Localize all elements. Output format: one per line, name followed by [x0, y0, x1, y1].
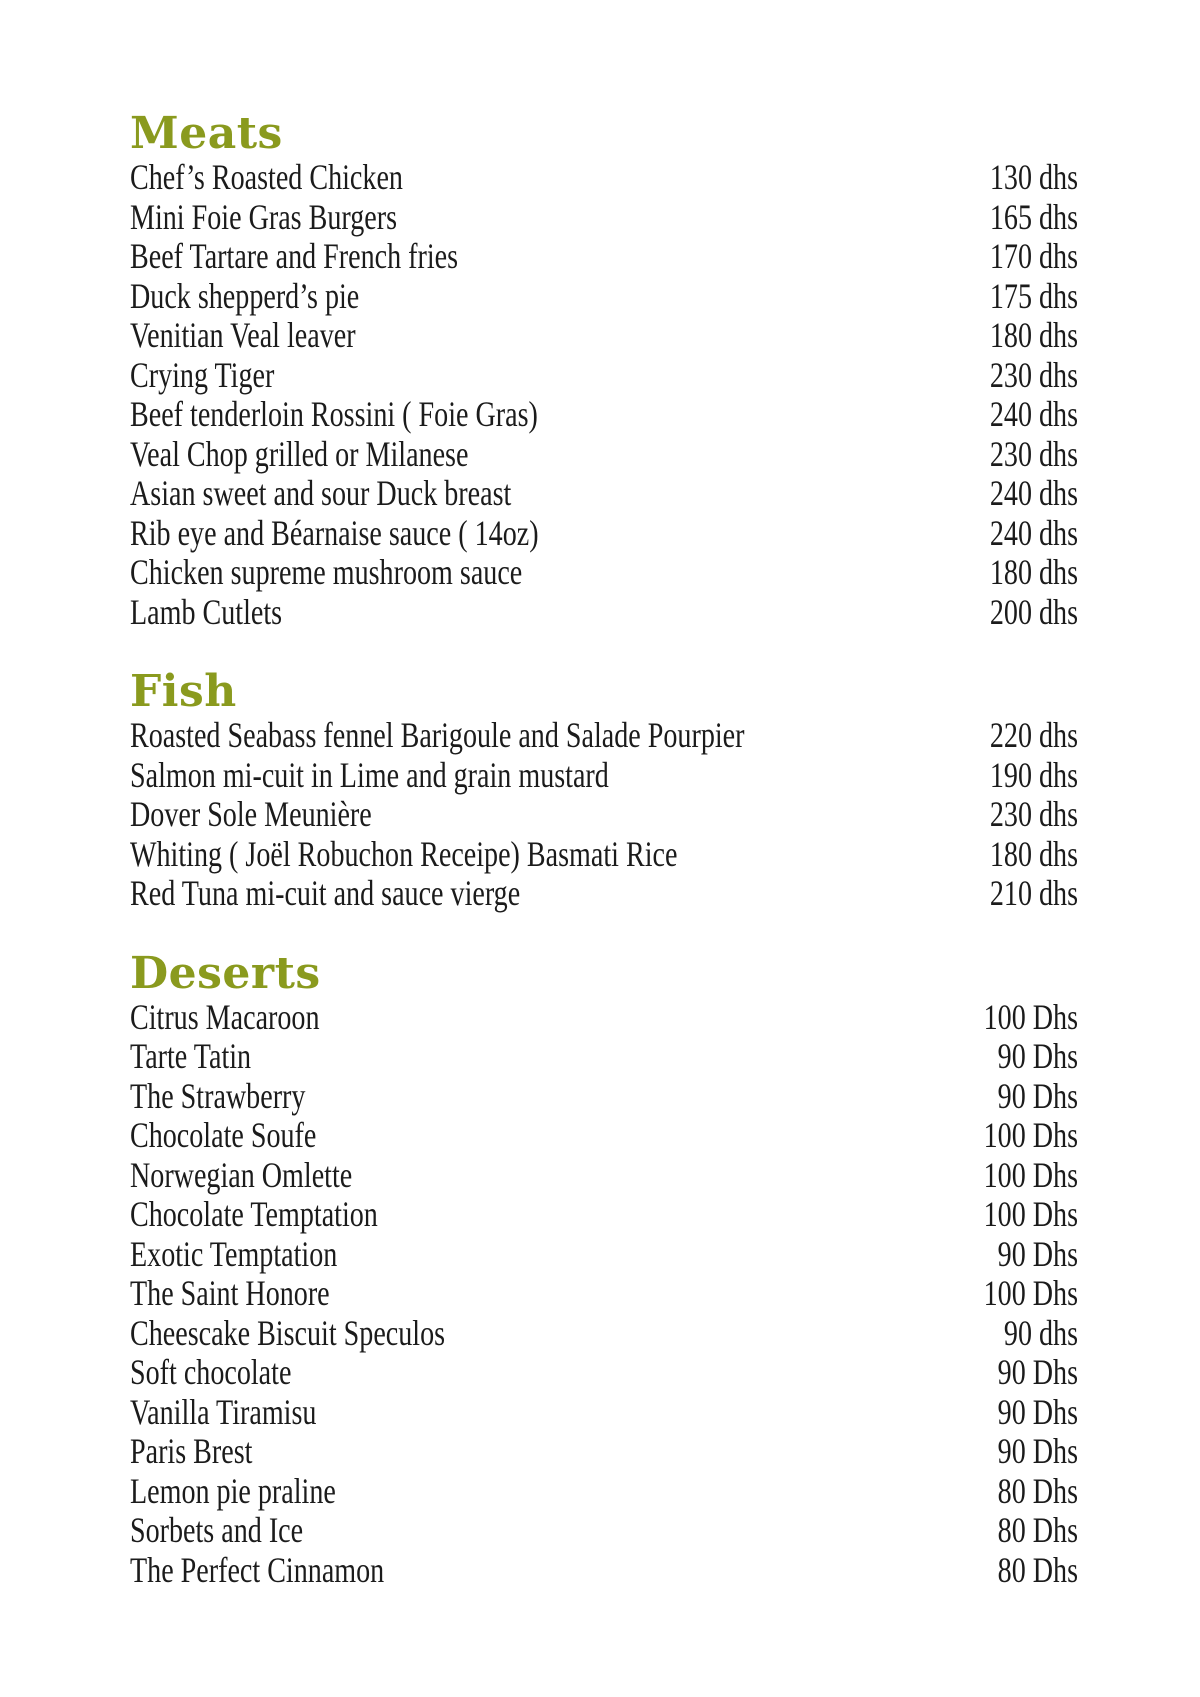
item-name: Beef tenderloin Rossini ( Foie Gras): [130, 394, 538, 434]
item-price: 100 Dhs: [983, 1273, 1078, 1313]
section-title: Deserts: [130, 947, 321, 999]
item-price: 100 Dhs: [983, 996, 1078, 1037]
menu-item: [130, 1472, 1078, 1512]
menu-page: [130, 110, 1078, 1590]
menu-item: [130, 1037, 1078, 1077]
menu-item: [130, 435, 1078, 475]
menu-item: [130, 795, 1078, 835]
item-price: 240 dhs: [989, 473, 1078, 513]
item-price: 180 dhs: [989, 552, 1078, 592]
menu-item: [130, 198, 1078, 238]
item-name: Whiting ( Joël Robuchon Receipe) Basmati Rice: [130, 833, 678, 874]
item-price: 230 dhs: [989, 354, 1078, 395]
menu-item: [130, 835, 1078, 875]
menu-item: [130, 158, 1078, 198]
item-price: 190 dhs: [989, 754, 1078, 795]
item-name: Rib eye and Béarnaise sauce ( 14oz): [130, 512, 539, 553]
menu-item: [130, 553, 1078, 593]
item-name: Lamb Cutlets: [130, 591, 283, 632]
item-price: 170 dhs: [989, 236, 1078, 276]
item-price: 90 Dhs: [997, 1391, 1078, 1432]
item-name: Sorbets and Ice: [130, 1510, 304, 1550]
item-price: 240 dhs: [989, 512, 1078, 553]
item-price: 230 dhs: [989, 794, 1078, 834]
menu-item: [130, 1077, 1078, 1117]
item-name: Beef Tartare and French fries: [130, 236, 459, 276]
item-name: Chocolate Temptation: [130, 1194, 378, 1234]
item-price: 90 Dhs: [997, 1036, 1078, 1076]
item-name: Crying Tiger: [130, 354, 275, 395]
item-list: [130, 158, 1078, 632]
menu-item: [130, 716, 1078, 756]
menu-item: [130, 1314, 1078, 1354]
item-price: 210 dhs: [989, 873, 1078, 913]
menu-item: [130, 1274, 1078, 1314]
item-price: 100 Dhs: [983, 1194, 1078, 1234]
item-name: Norwegian Omlette: [130, 1154, 353, 1195]
menu-item: [130, 514, 1078, 554]
menu-item: [130, 593, 1078, 633]
item-name: Mini Foie Gras Burgers: [130, 196, 398, 237]
section-fish: [130, 668, 1078, 914]
item-name: Cheescake Biscuit Speculos: [130, 1312, 446, 1353]
menu-item: [130, 356, 1078, 396]
menu-item: [130, 474, 1078, 514]
item-price: 100 Dhs: [983, 1154, 1078, 1195]
menu-item: [130, 756, 1078, 796]
menu-item: [130, 1156, 1078, 1196]
menu-item: [130, 316, 1078, 356]
item-list: [130, 998, 1078, 1591]
item-name: Veal Chop grilled or Milanese: [130, 433, 469, 474]
menu-item: [130, 1116, 1078, 1156]
menu-item: [130, 998, 1078, 1038]
item-price: 80 Dhs: [997, 1510, 1078, 1550]
menu-item: [130, 1235, 1078, 1275]
section-meats: [130, 110, 1078, 632]
item-name: Chocolate Soufe: [130, 1115, 317, 1155]
item-price: 90 Dhs: [997, 1075, 1078, 1116]
menu-item: [130, 874, 1078, 914]
section-title: Meats: [130, 108, 283, 159]
item-price: 90 Dhs: [997, 1233, 1078, 1274]
menu-item: [130, 1195, 1078, 1235]
item-name: Soft chocolate: [130, 1352, 292, 1392]
item-price: 130 dhs: [989, 157, 1078, 197]
item-name: Asian sweet and sour Duck breast: [130, 473, 512, 513]
item-name: The Perfect Cinnamon: [130, 1549, 385, 1590]
item-price: 80 Dhs: [997, 1470, 1078, 1511]
item-name: Salmon mi-cuit in Lime and grain mustard: [130, 754, 609, 795]
item-price: 175 dhs: [989, 275, 1078, 316]
section-title: Fish: [130, 666, 237, 717]
menu-item: [130, 1511, 1078, 1551]
item-price: 90 Dhs: [997, 1431, 1078, 1471]
section-deserts: [130, 947, 1078, 1591]
item-name: Tarte Tatin: [130, 1036, 252, 1076]
item-list: [130, 716, 1078, 914]
item-price: 90 dhs: [1003, 1312, 1078, 1353]
item-name: The Saint Honore: [130, 1273, 330, 1313]
item-name: Citrus Macaroon: [130, 996, 320, 1037]
menu-item: [130, 277, 1078, 317]
item-name: Duck shepperd’s pie: [130, 275, 360, 316]
menu-item: [130, 237, 1078, 277]
item-price: 80 Dhs: [997, 1549, 1078, 1590]
menu-item: [130, 1353, 1078, 1393]
item-price: 90 Dhs: [997, 1352, 1078, 1392]
menu-item: [130, 1551, 1078, 1591]
item-price: 180 dhs: [989, 833, 1078, 874]
item-name: Chef’s Roasted Chicken: [130, 157, 403, 197]
item-price: 100 Dhs: [983, 1115, 1078, 1155]
item-name: Lemon pie praline: [130, 1470, 336, 1511]
item-price: 165 dhs: [989, 196, 1078, 237]
item-price: 200 dhs: [989, 591, 1078, 632]
item-price: 230 dhs: [989, 433, 1078, 474]
menu-item: [130, 395, 1078, 435]
menu-item: [130, 1393, 1078, 1433]
menu-item: [130, 1432, 1078, 1472]
item-price: 180 dhs: [989, 315, 1078, 355]
item-name: Paris Brest: [130, 1431, 253, 1471]
item-name: The Strawberry: [130, 1075, 306, 1116]
item-name: Chicken supreme mushroom sauce: [130, 552, 523, 592]
item-name: Venitian Veal leaver: [130, 315, 356, 355]
item-name: Exotic Temptation: [130, 1233, 338, 1274]
item-name: Red Tuna mi-cuit and sauce vierge: [130, 873, 521, 913]
item-name: Vanilla Tiramisu: [130, 1391, 317, 1432]
item-price: 240 dhs: [989, 394, 1078, 434]
item-price: 220 dhs: [989, 715, 1078, 755]
item-name: Dover Sole Meunière: [130, 794, 372, 834]
item-name: Roasted Seabass fennel Barigoule and Salade Pourpier: [130, 715, 745, 755]
